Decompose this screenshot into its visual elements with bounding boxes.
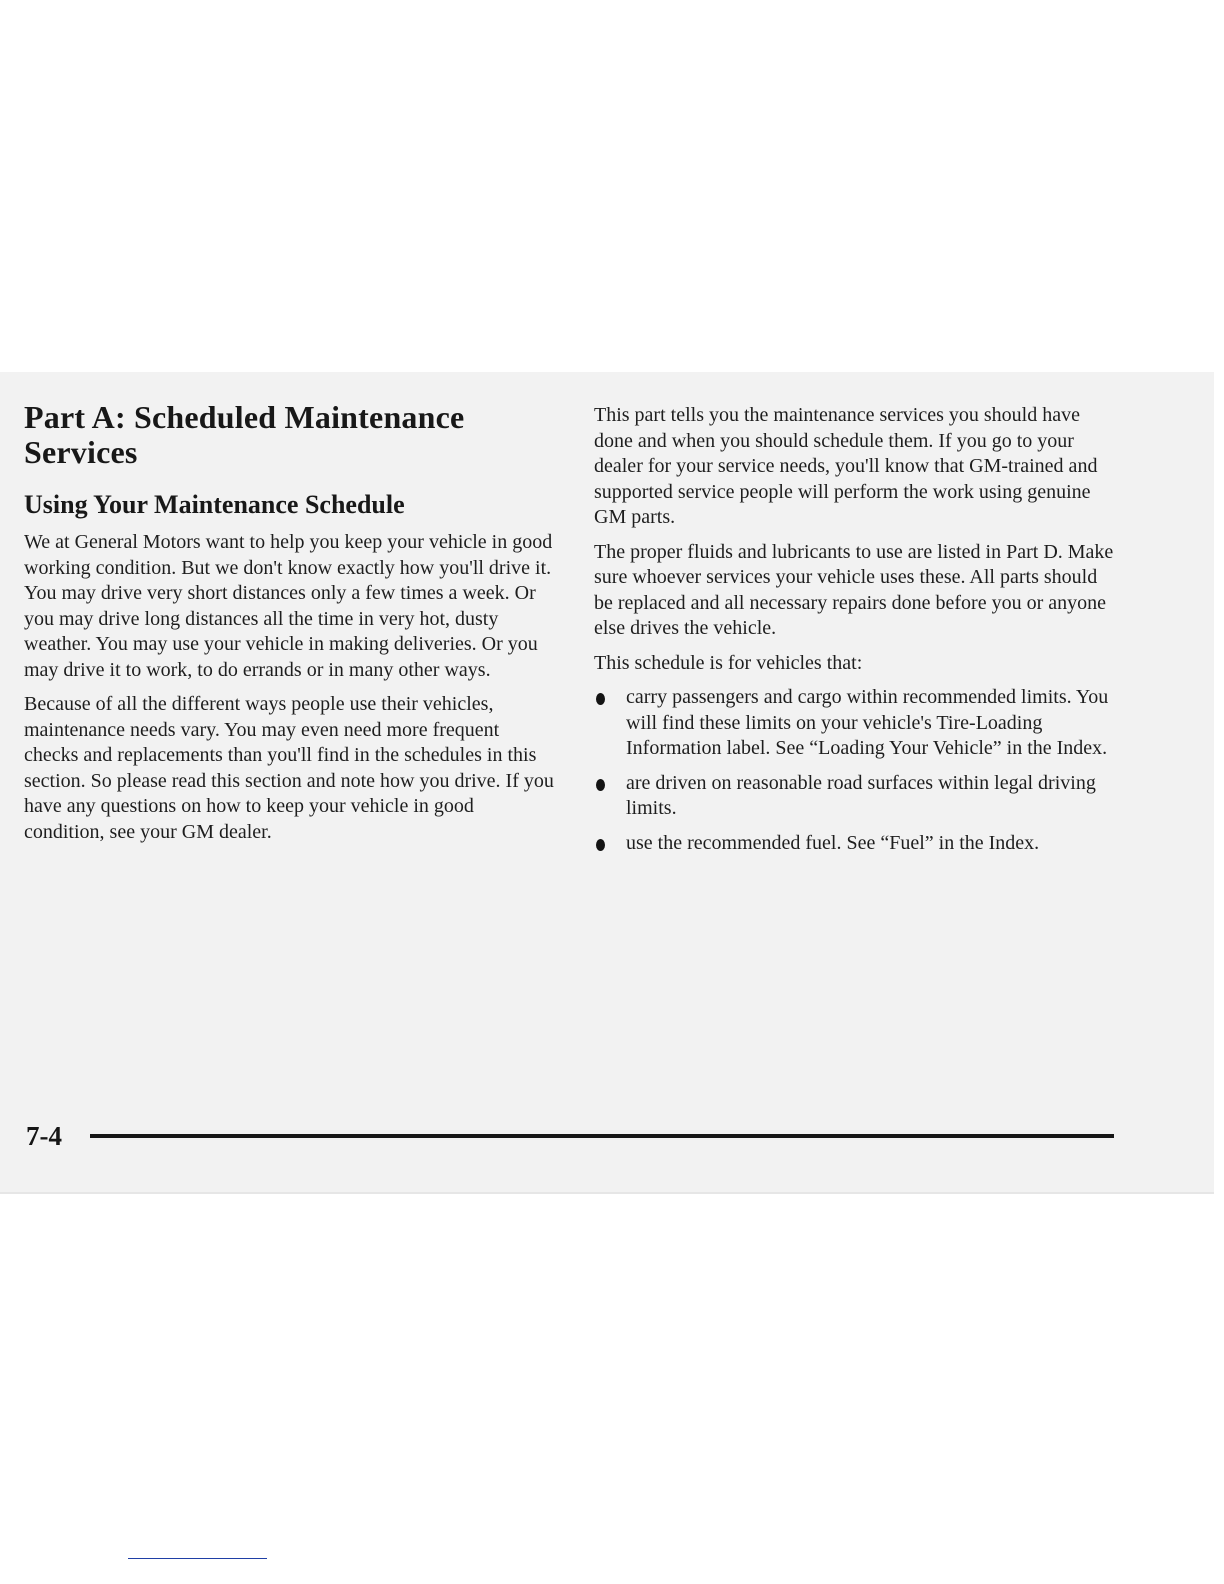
page-number: 7-4 [26, 1121, 62, 1151]
bullet-icon [596, 693, 605, 705]
section-title: Using Your Maintenance Schedule [24, 490, 405, 519]
bullet-icon [596, 779, 605, 791]
right-column [594, 403, 1114, 865]
fluids-paragraph: The proper fluids and lubricants to use are listed in Part D. Make sure whoever services your vehicle uses these. All parts should be replaced and all necessary repairs done before you or anyone else drives the vehicle. [594, 540, 1114, 639]
left-column [24, 400, 554, 854]
footer-divider [90, 1134, 1114, 1138]
part-title: Part A: Scheduled Maintenance Services [24, 399, 465, 470]
vehicle-conditions-list [594, 685, 1114, 856]
bullet-icon [596, 839, 605, 851]
list-item-text: use the recommended fuel. See “Fuel” in the Index. [626, 831, 1040, 854]
link-underline [128, 1558, 267, 1559]
maintenance-needs-paragraph: Because of all the different ways people use their vehicles, maintenance needs vary. You may even need more frequent checks and replacements than you'll find in the schedules in this section. So please read this section and note how you drive. If you have any questions on how to keep your vehicle in good condition, see your GM dealer. [24, 693, 554, 843]
intro-paragraph: We at General Motors want to help you keep your vehicle in good working condition. But we don't know exactly how you'll drive it. You may drive very short distances only a few times a week. Or you may drive long distances all the time in very hot, dusty weather. You may use your vehicle in making deliveries. Or you may drive it to work, to do errands or in many other ways. [24, 531, 553, 681]
list-item-text: are driven on reasonable road surfaces within legal driving limits. [626, 771, 1096, 819]
part-description-paragraph: This part tells you the maintenance services you should have done and when you should schedule them. If you go to your dealer for your service needs, you'll know that GM-trained and supported service people will perform the work using genuine GM parts. [594, 404, 1098, 528]
list-item [594, 771, 1114, 822]
schedule-intro-paragraph: This schedule is for vehicles that: [594, 651, 863, 674]
list-item-text: carry passengers and cargo within recommended limits. You will find these limits on your vehicle's Tire-Loading Information label. See “Loading Your Vehicle” in the Index. [626, 686, 1109, 759]
list-item [594, 685, 1114, 762]
list-item [594, 831, 1114, 857]
